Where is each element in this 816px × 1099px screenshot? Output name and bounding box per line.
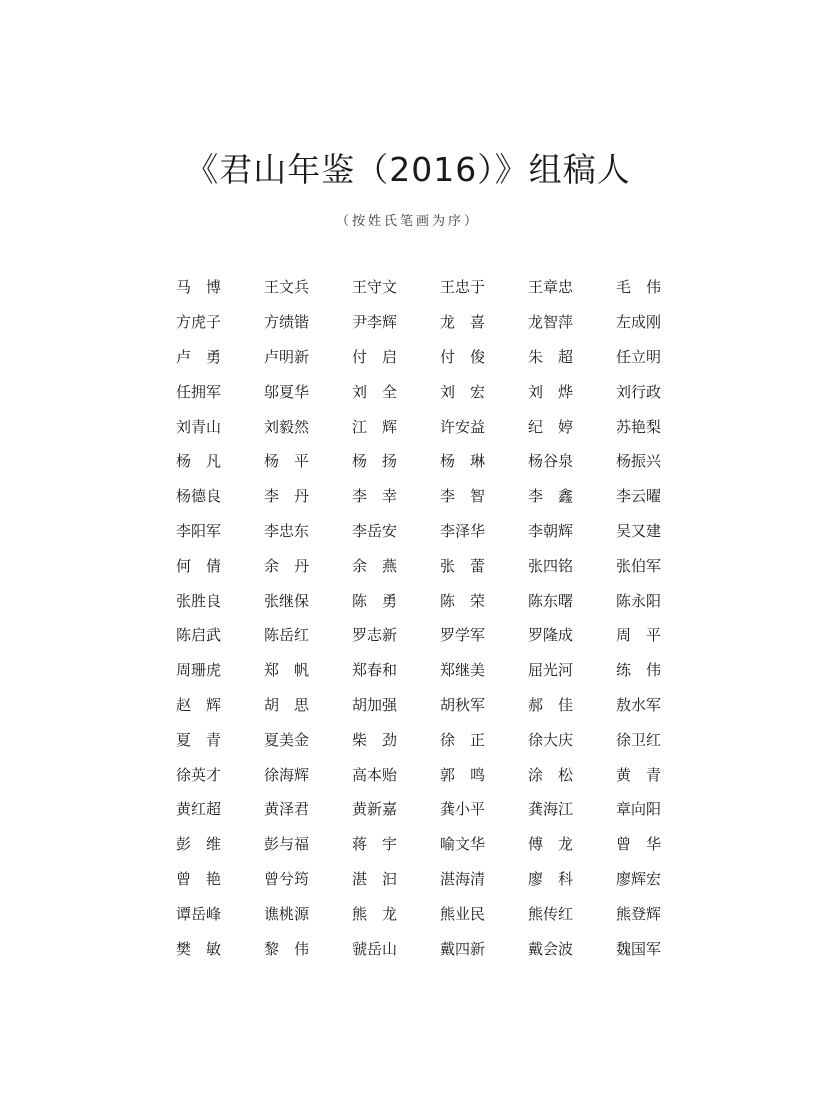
contributor-name: 柴 劲	[352, 730, 398, 749]
contributor-name: 张继保	[264, 591, 310, 610]
contributor-name: 许安益	[440, 417, 486, 436]
contributor-name: 杨 扬	[352, 452, 398, 471]
contributor-name: 夏 青	[176, 730, 222, 749]
contributor-name: 魏国军	[616, 939, 662, 958]
contributor-name: 刘 全	[352, 382, 398, 401]
contributor-name: 李 丹	[264, 487, 310, 506]
name-row	[176, 374, 676, 409]
contributor-name: 毛 伟	[616, 278, 662, 297]
contributor-name: 付 启	[352, 347, 398, 366]
contributor-name: 屈光河	[528, 661, 574, 680]
contributor-name: 李朝辉	[528, 521, 574, 540]
contributor-name: 黄 青	[616, 765, 662, 784]
contributor-name: 张四铭	[528, 556, 574, 575]
contributor-name: 付 俊	[440, 347, 486, 366]
contributor-name: 郝 佳	[528, 695, 574, 714]
contributor-name: 余 燕	[352, 556, 398, 575]
name-row	[176, 618, 676, 653]
name-row	[176, 514, 676, 549]
contributor-name: 熊业民	[440, 904, 486, 923]
contributor-name: 杨振兴	[616, 452, 662, 471]
contributor-name: 罗志新	[352, 626, 398, 645]
name-row	[176, 479, 676, 514]
name-row	[176, 653, 676, 688]
contributor-name: 曾 华	[616, 835, 662, 854]
contributor-name: 彭 维	[176, 835, 222, 854]
contributor-name: 尹李辉	[352, 313, 398, 332]
name-row	[176, 688, 676, 723]
contributor-name: 陈永阳	[616, 591, 662, 610]
contributor-name: 黎 伟	[264, 939, 310, 958]
contributor-name: 陈东曙	[528, 591, 574, 610]
contributor-name: 蒋 宇	[352, 835, 398, 854]
contributor-name: 涂 松	[528, 765, 574, 784]
contributor-name: 刘行政	[616, 382, 662, 401]
contributor-name: 方绩锴	[264, 313, 310, 332]
contributor-name: 王守文	[352, 278, 398, 297]
contributor-name: 罗隆成	[528, 626, 574, 645]
contributor-name-grid	[176, 270, 676, 966]
contributor-name: 黄红超	[176, 800, 222, 819]
contributor-name: 周 平	[616, 626, 662, 645]
contributor-name: 熊 龙	[352, 904, 398, 923]
contributor-name: 徐海辉	[264, 765, 310, 784]
contributor-name: 王章忠	[528, 278, 574, 297]
name-row	[176, 548, 676, 583]
contributor-name: 郑 帆	[264, 661, 310, 680]
contributor-name: 廖 科	[528, 869, 574, 888]
contributor-name: 马 博	[176, 278, 222, 297]
contributor-name: 刘 宏	[440, 382, 486, 401]
contributor-name: 熊传红	[528, 904, 574, 923]
contributor-name: 张 蕾	[440, 556, 486, 575]
contributor-name: 张胜良	[176, 591, 222, 610]
contributor-name: 吴又建	[616, 521, 662, 540]
contributor-name: 杨 凡	[176, 452, 222, 471]
name-row	[176, 583, 676, 618]
contributor-name: 湛 汩	[352, 869, 398, 888]
contributor-name: 胡 思	[264, 695, 310, 714]
contributor-name: 李泽华	[440, 521, 486, 540]
contributor-name: 彭与福	[264, 835, 310, 854]
contributor-name: 朱 超	[528, 347, 574, 366]
contributor-name: 喻文华	[440, 835, 486, 854]
contributor-name: 李忠东	[264, 521, 310, 540]
contributor-name: 龙智萍	[528, 313, 574, 332]
contributor-name: 郑春和	[352, 661, 398, 680]
contributor-name: 李 幸	[352, 487, 398, 506]
contributor-name: 李岳安	[352, 521, 398, 540]
contributor-name: 苏艳梨	[616, 417, 662, 436]
contributor-name: 虢岳山	[352, 939, 398, 958]
contributor-name: 龙 喜	[440, 313, 486, 332]
contributor-name: 陈启武	[176, 626, 222, 645]
contributor-name: 龚海江	[528, 800, 574, 819]
contributor-name: 陈 荣	[440, 591, 486, 610]
name-row	[176, 757, 676, 792]
contributor-name: 陈岳红	[264, 626, 310, 645]
contributor-name: 刘青山	[176, 417, 222, 436]
name-row	[176, 896, 676, 931]
contributor-name: 戴四新	[440, 939, 486, 958]
contributor-name: 黄新嘉	[352, 800, 398, 819]
contributor-name: 卢明新	[264, 347, 310, 366]
contributor-name: 胡秋军	[440, 695, 486, 714]
contributor-name: 徐英才	[176, 765, 222, 784]
contributor-name: 方虎子	[176, 313, 222, 332]
contributor-name: 陈 勇	[352, 591, 398, 610]
contributor-name: 樊 敏	[176, 939, 222, 958]
contributor-name: 廖辉宏	[616, 869, 662, 888]
contributor-name: 王文兵	[264, 278, 310, 297]
contributor-name: 邬夏华	[264, 382, 310, 401]
name-row	[176, 340, 676, 375]
contributor-name: 胡加强	[352, 695, 398, 714]
name-row	[176, 444, 676, 479]
contributor-name: 夏美金	[264, 730, 310, 749]
contributor-name: 江 辉	[352, 417, 398, 436]
contributor-name: 龚小平	[440, 800, 486, 819]
contributor-name: 杨谷泉	[528, 452, 574, 471]
name-row	[176, 270, 676, 305]
contributor-name: 傅 龙	[528, 835, 574, 854]
contributor-name: 谭岳峰	[176, 904, 222, 923]
contributor-name: 黄泽君	[264, 800, 310, 819]
contributor-name: 湛海清	[440, 869, 486, 888]
contributor-name: 杨德良	[176, 487, 222, 506]
contributor-name: 纪 婷	[528, 417, 574, 436]
contributor-name: 郑继美	[440, 661, 486, 680]
contributor-name: 杨 琳	[440, 452, 486, 471]
contributor-name: 徐大庆	[528, 730, 574, 749]
contributor-name: 敖水军	[616, 695, 662, 714]
contributor-name: 王忠于	[440, 278, 486, 297]
contributor-name: 左成刚	[616, 313, 662, 332]
name-row	[176, 305, 676, 340]
contributor-name: 李 智	[440, 487, 486, 506]
contributor-name: 余 丹	[264, 556, 310, 575]
contributor-name: 罗学军	[440, 626, 486, 645]
page-subtitle: （按姓氏笔画为序）	[335, 214, 480, 229]
name-row	[176, 722, 676, 757]
contributor-name: 李 鑫	[528, 487, 574, 506]
contributor-name: 杨 平	[264, 452, 310, 471]
contributor-name: 刘 烨	[528, 382, 574, 401]
contributor-name: 练 伟	[616, 661, 662, 680]
contributor-name: 张伯军	[616, 556, 662, 575]
contributor-name: 徐 正	[440, 730, 486, 749]
contributor-name: 任拥军	[176, 382, 222, 401]
name-row	[176, 931, 676, 966]
contributor-name: 高本贻	[352, 765, 398, 784]
contributor-name: 赵 辉	[176, 695, 222, 714]
contributor-name: 谯桃源	[264, 904, 310, 923]
contributor-name: 熊登辉	[616, 904, 662, 923]
contributor-name: 郭 鸣	[440, 765, 486, 784]
contributor-name: 任立明	[616, 347, 662, 366]
page-title: 《君山年鉴（2016）》组稿人	[185, 150, 631, 189]
contributor-name: 李云曜	[616, 487, 662, 506]
contributor-name: 曾兮筠	[264, 869, 310, 888]
name-row	[176, 409, 676, 444]
contributor-name: 卢 勇	[176, 347, 222, 366]
contributor-name: 章向阳	[616, 800, 662, 819]
contributor-name: 戴会波	[528, 939, 574, 958]
name-row	[176, 792, 676, 827]
contributor-name: 曾 艳	[176, 869, 222, 888]
contributor-name: 周珊虎	[176, 661, 222, 680]
name-row	[176, 862, 676, 897]
contributor-name: 刘毅然	[264, 417, 310, 436]
contributor-name: 何 倩	[176, 556, 222, 575]
contributor-name: 徐卫红	[616, 730, 662, 749]
name-row	[176, 827, 676, 862]
contributor-name: 李阳军	[176, 521, 222, 540]
